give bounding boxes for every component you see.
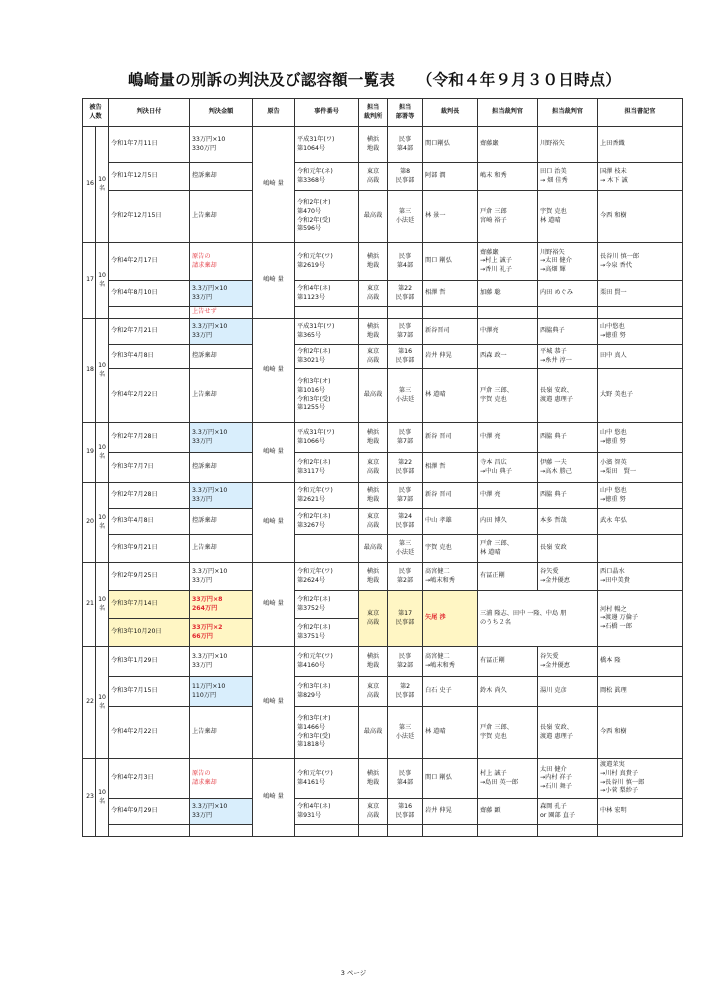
table-row bbox=[83, 799, 683, 825]
clerk: 中林 宏明 bbox=[598, 799, 683, 825]
group-number: 19 bbox=[83, 423, 96, 483]
case-number: 令和3年(オ) 第1466号 令和3年(受) 第1818号 bbox=[295, 707, 359, 759]
judge-2 bbox=[538, 825, 598, 837]
table-row bbox=[83, 509, 683, 535]
defendant-count: 10名 bbox=[96, 483, 109, 563]
judge-2: 宇賀 克也 林 道晴 bbox=[538, 191, 598, 243]
judgment-date: 令和2年7月28日 bbox=[109, 423, 190, 453]
page-number: 3 ページ bbox=[340, 969, 367, 977]
judgment-date: 令和4年2月17日 bbox=[109, 243, 190, 281]
chief-judge: 関口 剛弘 bbox=[423, 243, 478, 281]
case-number: 令和元年(ワ) 第4161号 bbox=[295, 759, 359, 799]
court: 東京 高裁 bbox=[359, 453, 388, 483]
header-court: 担当 裁判所 bbox=[359, 99, 388, 127]
table-row bbox=[83, 163, 683, 191]
chief-judge: 林 景一 bbox=[423, 191, 478, 243]
case-number: 令和2年(ネ) 第3267号 bbox=[295, 509, 359, 535]
judgment-amount: 3.3万円×10 33万円 bbox=[190, 647, 253, 677]
case-number: 令和2年(ネ) 第3751号 bbox=[295, 619, 359, 647]
case-number: 令和元年(ワ) 第2621号 bbox=[295, 483, 359, 509]
judge-2: 長嶺 安政 bbox=[538, 535, 598, 563]
judge-2: 西脇典子 bbox=[538, 319, 598, 345]
group-number: 21 bbox=[83, 563, 96, 647]
court: 東京 高裁 bbox=[359, 345, 388, 369]
table-row bbox=[83, 281, 683, 307]
group-number: 20 bbox=[83, 483, 96, 563]
clerk: 河村 暢之 →渡邊 万倫子 →石橋 一郎 bbox=[598, 591, 683, 647]
department: 民事 第2部 bbox=[388, 647, 423, 677]
court: 横浜 地裁 bbox=[359, 319, 388, 345]
defendant-count: 10名 bbox=[96, 647, 109, 759]
case-number: 令和元年(ワ) 第2619号 bbox=[295, 243, 359, 281]
plaintiff: 嶋崎 量 bbox=[253, 759, 295, 837]
header-judge-1: 担当裁判官 bbox=[478, 99, 538, 127]
court: 東京 高裁 bbox=[359, 281, 388, 307]
defendant-count: 10名 bbox=[96, 759, 109, 837]
judge-1: 戸倉 三郎、 宇賀 克也 bbox=[478, 707, 538, 759]
case-number: 令和4年(ネ) 第1123号 bbox=[295, 281, 359, 307]
judgment-date: 令和2年7月28日 bbox=[109, 483, 190, 509]
group-number: 18 bbox=[83, 319, 96, 423]
chief-judge: 林 道晴 bbox=[423, 707, 478, 759]
judgment-date: 令和2年9月25日 bbox=[109, 563, 190, 591]
chief-judge: 阿部 潤 bbox=[423, 163, 478, 191]
judgment-amount: 上告棄却 bbox=[190, 707, 253, 759]
court: 最高裁 bbox=[359, 707, 388, 759]
court: 横浜 地裁 bbox=[359, 563, 388, 591]
judge-1: 戸倉 三郎、 林 道晴 bbox=[478, 535, 538, 563]
chief-judge bbox=[423, 307, 478, 319]
judgment-amount: 控訴棄却 bbox=[190, 345, 253, 369]
chief-judge: 関口 剛弘 bbox=[423, 759, 478, 799]
department: 民事 第7部 bbox=[388, 483, 423, 509]
header-plaintiff: 原告 bbox=[253, 99, 295, 127]
case-number: 平成31年(ワ) 第1066号 bbox=[295, 423, 359, 453]
judgment-amount: 3.3万円×10 33万円 bbox=[190, 281, 253, 307]
department: 第16 民事部 bbox=[388, 345, 423, 369]
header-clerk: 担当書記官 bbox=[598, 99, 683, 127]
clerk: 大野 美也子 bbox=[598, 369, 683, 423]
plaintiff: 嶋崎 量 bbox=[253, 423, 295, 483]
group-number: 17 bbox=[83, 243, 96, 319]
plaintiff: 嶋崎 量 bbox=[253, 647, 295, 759]
judge-1: 村上 誠子 →島田 英一郎 bbox=[478, 759, 538, 799]
header-chief: 裁判長 bbox=[423, 99, 478, 127]
judgment-amount: 11万円×10 110万円 bbox=[190, 677, 253, 707]
judgment-date: 令和4年2月22日 bbox=[109, 707, 190, 759]
clerk bbox=[598, 825, 683, 837]
chief-judge: 新谷 晋司 bbox=[423, 483, 478, 509]
judgment-date: 令和3年4月8日 bbox=[109, 345, 190, 369]
judge-2: 平城 恭子 →糸井 淳一 bbox=[538, 345, 598, 369]
court: 東京 高裁 bbox=[359, 509, 388, 535]
judgment-amount: 上告棄却 bbox=[190, 369, 253, 423]
judgment-date: 令和3年9月21日 bbox=[109, 535, 190, 563]
judgment-amount: 3.3万円×10 33万円 bbox=[190, 423, 253, 453]
judgment-date: 令和1年7月11日 bbox=[109, 127, 190, 163]
judge-2: 湯川 克彦 bbox=[538, 677, 598, 707]
judge-2: 田口 治美 → 畑 佳秀 bbox=[538, 163, 598, 191]
judge-1: 加藤 聡 bbox=[478, 281, 538, 307]
chief-judge: 林 道晴 bbox=[423, 369, 478, 423]
chief-judge: 岩井 伸晃 bbox=[423, 345, 478, 369]
chief-judge: 中山 孝雄 bbox=[423, 509, 478, 535]
header-judge-2: 担当裁判官 bbox=[538, 99, 598, 127]
chief-judge: 相澤 哲 bbox=[423, 281, 478, 307]
court: 横浜 地裁 bbox=[359, 127, 388, 163]
title-main: 嶋崎量の別訴の判決及び認容額一覧表 bbox=[128, 71, 395, 89]
plaintiff: 嶋崎 量 bbox=[253, 319, 295, 423]
judge-2: 内田 めぐみ bbox=[538, 281, 598, 307]
judge-2: 西脇 典子 bbox=[538, 423, 598, 453]
table-row bbox=[83, 759, 683, 799]
case-number: 令和3年(オ) 第1016号 令和3年(受) 第1255号 bbox=[295, 369, 359, 423]
clerk: 上田香織 bbox=[598, 127, 683, 163]
court bbox=[359, 307, 388, 319]
defendant-count: 10名 bbox=[96, 127, 109, 243]
judge-2: 長嶺 安政、 渡邉 惠理子 bbox=[538, 707, 598, 759]
chief-judge: 岩井 伸晃 bbox=[423, 799, 478, 825]
court: 最高裁 bbox=[359, 369, 388, 423]
judge-1: 西森 政一 bbox=[478, 345, 538, 369]
judgment-amount: 控訴棄却 bbox=[190, 163, 253, 191]
table-row bbox=[83, 483, 683, 509]
defendant-count: 10名 bbox=[96, 243, 109, 319]
clerk: 国澤 枝未 → 木下 誠 bbox=[598, 163, 683, 191]
clerk: 田中 真人 bbox=[598, 345, 683, 369]
header-row bbox=[83, 99, 683, 127]
title-subtitle: （令和４年９月３０日時点） bbox=[416, 71, 622, 89]
header-count: 被告 人数 bbox=[83, 99, 109, 127]
department: 第三 小法廷 bbox=[388, 369, 423, 423]
clerk: 山中 悠也 →徳重 努 bbox=[598, 483, 683, 509]
judgment-amount bbox=[190, 825, 253, 837]
table-row bbox=[83, 453, 683, 483]
chief-judge: 矢尾 渉 bbox=[423, 591, 478, 647]
header-dept: 担当 部署等 bbox=[388, 99, 423, 127]
department: 第2 民事部 bbox=[388, 677, 423, 707]
chief-judge: 白石 史子 bbox=[423, 677, 478, 707]
judge-2: 谷矢愛 →金井優恵 bbox=[538, 563, 598, 591]
judgment-amount: 33万円×10 330万円 bbox=[190, 127, 253, 163]
judgment-date: 令和3年7月7日 bbox=[109, 453, 190, 483]
judgment-amount: 3.3万円×10 33万円 bbox=[190, 799, 253, 825]
clerk: 渡邉茉実 →川村 真貴子 →長谷川 慎一郎 →小菅 梨紗子 bbox=[598, 759, 683, 799]
judge-2: 森岡 孔子 or 園部 直子 bbox=[538, 799, 598, 825]
judgment-date: 令和3年7月14日 bbox=[109, 591, 190, 619]
defendant-count: 10名 bbox=[96, 319, 109, 423]
judgment-amount: 3.3万円×10 33万円 bbox=[190, 483, 253, 509]
chief-judge: 宇賀 克也 bbox=[423, 535, 478, 563]
table-row bbox=[83, 127, 683, 163]
judge-1: 齋藤 顕 bbox=[478, 799, 538, 825]
judge-2: 長嶺 安政、 渡邉 惠理子 bbox=[538, 369, 598, 423]
chief-judge: 髙宮健二 →嶋末和秀 bbox=[423, 647, 478, 677]
case-number bbox=[295, 535, 359, 563]
table-row bbox=[83, 591, 683, 619]
table-row bbox=[83, 825, 683, 837]
chief-judge bbox=[423, 825, 478, 837]
judgment-amount: 3.3万円×10 33万円 bbox=[190, 319, 253, 345]
case-number: 令和3年(ネ) 第829号 bbox=[295, 677, 359, 707]
judgment-amount: 33万円×2 66万円 bbox=[190, 619, 253, 647]
table-row bbox=[83, 369, 683, 423]
judgment-table-wrapper bbox=[82, 98, 682, 837]
clerk: 小濱 智英 →栗田 賢一 bbox=[598, 453, 683, 483]
table-row bbox=[83, 319, 683, 345]
group-number: 23 bbox=[83, 759, 96, 837]
chief-judge: 新谷 晋司 bbox=[423, 423, 478, 453]
judge-panel: 三浦 隆志、田中 一隆、中島 朋 のうち２名 bbox=[478, 591, 598, 647]
judgment-amount: 33万円×8 264万円 bbox=[190, 591, 253, 619]
department bbox=[388, 307, 423, 319]
case-number: 令和元年(ワ) 第4160号 bbox=[295, 647, 359, 677]
judge-2: 西脇 典子 bbox=[538, 483, 598, 509]
case-number: 令和2年(ネ) 第3021号 bbox=[295, 345, 359, 369]
department: 第三 小法廷 bbox=[388, 191, 423, 243]
judgment-date: 令和4年9月29日 bbox=[109, 799, 190, 825]
court: 東京 高裁 bbox=[359, 677, 388, 707]
department: 第8 民事部 bbox=[388, 163, 423, 191]
judgment-amount: 上告棄却 bbox=[190, 535, 253, 563]
judge-2: 谷矢愛 →金井優恵 bbox=[538, 647, 598, 677]
defendant-count: 10名 bbox=[96, 423, 109, 483]
department: 第16 民事部 bbox=[388, 799, 423, 825]
department bbox=[388, 825, 423, 837]
judgment-amount: 上告せず bbox=[190, 307, 253, 319]
judge-2: 太田 健介 →内村 祥子 →石川 舞子 bbox=[538, 759, 598, 799]
clerk: 岡松 眞理 bbox=[598, 677, 683, 707]
page-title bbox=[128, 68, 621, 90]
department: 第22 民事部 bbox=[388, 453, 423, 483]
judge-2: 川野裕矢 bbox=[538, 127, 598, 163]
department: 民事 第7部 bbox=[388, 423, 423, 453]
judge-1: 鈴木 尚久 bbox=[478, 677, 538, 707]
clerk bbox=[598, 307, 683, 319]
case-number: 令和元年(ネ) 第3368号 bbox=[295, 163, 359, 191]
judge-1: 齋藤巌 →村上 誠子 →香川 礼子 bbox=[478, 243, 538, 281]
chief-judge: 相澤 哲 bbox=[423, 453, 478, 483]
judgment-amount: 原告の 請求棄却 bbox=[190, 759, 253, 799]
department: 第22 民事部 bbox=[388, 281, 423, 307]
chief-judge: 関口剛弘 bbox=[423, 127, 478, 163]
department: 民事 第4部 bbox=[388, 127, 423, 163]
judge-1: 嶋末 和秀 bbox=[478, 163, 538, 191]
case-number bbox=[295, 307, 359, 319]
court: 最高裁 bbox=[359, 535, 388, 563]
judgment-date: 令和1年12月5日 bbox=[109, 163, 190, 191]
judgment-date: 令和3年4月8日 bbox=[109, 509, 190, 535]
plaintiff: 嶋崎 量 bbox=[253, 563, 295, 647]
judgment-date: 令和4年2月3日 bbox=[109, 759, 190, 799]
judgment-date bbox=[109, 307, 190, 319]
case-number: 令和2年(ネ) 第3117号 bbox=[295, 453, 359, 483]
case-number: 令和元年(ワ) 第2624号 bbox=[295, 563, 359, 591]
chief-judge: 新谷晋司 bbox=[423, 319, 478, 345]
case-number: 令和2年(オ) 第470号 令和2年(受) 第596号 bbox=[295, 191, 359, 243]
table-row bbox=[83, 647, 683, 677]
case-number: 平成31年(ワ) 第1064号 bbox=[295, 127, 359, 163]
judge-1: 中澤 亮 bbox=[478, 483, 538, 509]
court bbox=[359, 825, 388, 837]
clerk: 橋本 隆 bbox=[598, 647, 683, 677]
department: 第24 民事部 bbox=[388, 509, 423, 535]
court: 横浜 地裁 bbox=[359, 423, 388, 453]
court: 東京 高裁 bbox=[359, 799, 388, 825]
judgment-date: 令和2年12月15日 bbox=[109, 191, 190, 243]
judge-1: 戸倉 三郎 宮崎 裕子 bbox=[478, 191, 538, 243]
department: 第三 小法廷 bbox=[388, 535, 423, 563]
judgment-date: 令和3年7月15日 bbox=[109, 677, 190, 707]
judgment-date: 令和4年8月10日 bbox=[109, 281, 190, 307]
group-number: 22 bbox=[83, 647, 96, 759]
clerk: 今西 和樹 bbox=[598, 191, 683, 243]
judgment-table bbox=[82, 98, 683, 837]
plaintiff: 嶋崎 量 bbox=[253, 483, 295, 563]
clerk: 今西 和樹 bbox=[598, 707, 683, 759]
table-row bbox=[83, 191, 683, 243]
judgment-amount: 控訴棄却 bbox=[190, 509, 253, 535]
table-row bbox=[83, 345, 683, 369]
judgment-date: 令和3年1月29日 bbox=[109, 647, 190, 677]
court: 最高裁 bbox=[359, 191, 388, 243]
table-row bbox=[83, 423, 683, 453]
judge-2: 本多 哲哉 bbox=[538, 509, 598, 535]
case-number bbox=[295, 825, 359, 837]
judge-1: 有冨正剛 bbox=[478, 647, 538, 677]
judgment-date bbox=[109, 825, 190, 837]
judge-1: 有冨正剛 bbox=[478, 563, 538, 591]
table-row bbox=[83, 535, 683, 563]
judgment-amount: 3.3万円×10 33万円 bbox=[190, 563, 253, 591]
judge-1: 中澤亮 bbox=[478, 319, 538, 345]
department: 第17 民事部 bbox=[388, 591, 423, 647]
court: 横浜 地裁 bbox=[359, 647, 388, 677]
clerk: 長谷川 慎一郎 →今泉 香代 bbox=[598, 243, 683, 281]
table-row bbox=[83, 307, 683, 319]
judgment-date: 令和4年2月22日 bbox=[109, 369, 190, 423]
judge-1 bbox=[478, 307, 538, 319]
clerk bbox=[598, 535, 683, 563]
clerk: 栗田 賢一 bbox=[598, 281, 683, 307]
department: 第三 小法廷 bbox=[388, 707, 423, 759]
defendant-count: 10名 bbox=[96, 563, 109, 647]
court: 東京 高裁 bbox=[359, 163, 388, 191]
clerk: 西口晶水 →田中美貴 bbox=[598, 563, 683, 591]
clerk: 山中悠也 →徳重 努 bbox=[598, 319, 683, 345]
department: 民事 第4部 bbox=[388, 759, 423, 799]
plaintiff: 嶋崎 量 bbox=[253, 127, 295, 243]
court: 横浜 地裁 bbox=[359, 759, 388, 799]
judge-1: 戸倉 三郎、 宇賀 克也 bbox=[478, 369, 538, 423]
judgment-date: 令和3年10月20日 bbox=[109, 619, 190, 647]
department: 民事 第4部 bbox=[388, 243, 423, 281]
department: 民事 第2部 bbox=[388, 563, 423, 591]
judge-2: 川野裕矢 →太田 健介 →高畑 輝 bbox=[538, 243, 598, 281]
judgment-amount: 原告の 請求棄却 bbox=[190, 243, 253, 281]
judge-1 bbox=[478, 825, 538, 837]
table-row bbox=[83, 677, 683, 707]
judge-1: 内田 博久 bbox=[478, 509, 538, 535]
judge-2: 伊藤 一夫 →高木 勝己 bbox=[538, 453, 598, 483]
group-number: 16 bbox=[83, 127, 96, 243]
judge-1: 中澤 亮 bbox=[478, 423, 538, 453]
plaintiff: 嶋崎 量 bbox=[253, 243, 295, 319]
table-row bbox=[83, 243, 683, 281]
department: 民事 第7部 bbox=[388, 319, 423, 345]
judge-1: 齋藤巌 bbox=[478, 127, 538, 163]
header-case: 事件番号 bbox=[295, 99, 359, 127]
judgment-amount: 上告棄却 bbox=[190, 191, 253, 243]
judgment-amount: 控訴棄却 bbox=[190, 453, 253, 483]
header-amount: 判決金額 bbox=[190, 99, 253, 127]
clerk: 山中 悠也 →徳重 努 bbox=[598, 423, 683, 453]
case-number: 令和4年(ネ) 第931号 bbox=[295, 799, 359, 825]
judge-2 bbox=[538, 307, 598, 319]
judge-1: 寺本 昌広 →中山 典子 bbox=[478, 453, 538, 483]
table-row bbox=[83, 563, 683, 591]
chief-judge: 髙宮健二 →嶋末和秀 bbox=[423, 563, 478, 591]
judgment-date: 令和2年7月21日 bbox=[109, 319, 190, 345]
case-number: 平成31年(ワ) 第365号 bbox=[295, 319, 359, 345]
header-date: 判決日付 bbox=[109, 99, 190, 127]
case-number: 令和2年(ネ) 第3752号 bbox=[295, 591, 359, 619]
court: 横浜 地裁 bbox=[359, 243, 388, 281]
table-row bbox=[83, 707, 683, 759]
court: 東京 高裁 bbox=[359, 591, 388, 647]
court: 横浜 地裁 bbox=[359, 483, 388, 509]
clerk: 武永 年弘 bbox=[598, 509, 683, 535]
